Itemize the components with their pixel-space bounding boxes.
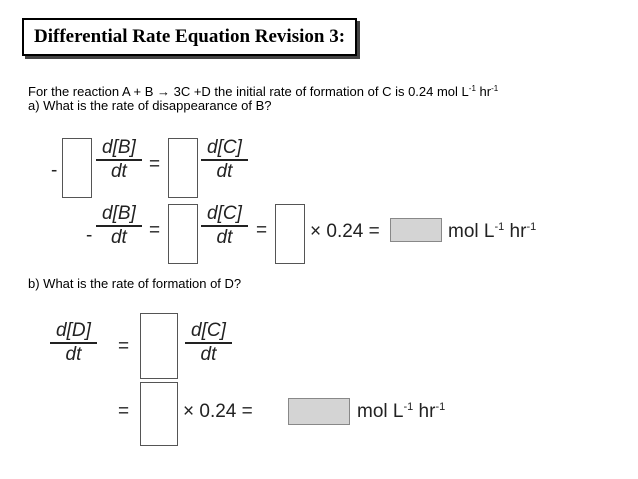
title-box: [22, 18, 357, 56]
fraction-dc-dt-a1: [201, 137, 248, 183]
intro-exp1: -1: [468, 84, 476, 93]
numerator-dd: d[D]: [56, 320, 91, 341]
unit-hr: hr: [504, 221, 527, 242]
answer-box-a2[interactable]: [168, 138, 198, 198]
equals-sign-a3: =: [256, 220, 268, 241]
answer-box-a1[interactable]: [62, 138, 92, 198]
times-rate-b: × 0.24 =: [183, 401, 253, 422]
answer-box-a4[interactable]: [275, 204, 305, 264]
answer-box-b2[interactable]: [140, 382, 178, 446]
intro-hr: hr: [475, 84, 492, 99]
fraction-db-dt-a1: [96, 137, 142, 183]
page-title: Differential Rate Equation Revision 3:: [34, 26, 346, 47]
denominator-dt: dt: [216, 227, 233, 248]
unit-mol-l: mol L: [448, 221, 495, 242]
numerator-dc: d[C]: [207, 203, 242, 224]
answer-box-b1[interactable]: [140, 313, 178, 379]
equals-sign-a2: =: [149, 220, 161, 241]
denominator-dt: dt: [65, 344, 82, 365]
result-box-b[interactable]: [288, 398, 350, 425]
denominator-dt: dt: [216, 161, 233, 182]
numerator-db: d[B]: [102, 203, 136, 224]
unit-exp2: -1: [526, 221, 537, 233]
fraction-dc-dt-a2: [201, 203, 248, 249]
numerator-db: d[B]: [102, 137, 136, 158]
result-box-a[interactable]: [390, 218, 442, 242]
unit-mol-l: mol L: [357, 401, 404, 422]
unit-b: [357, 401, 445, 423]
intro-main: For the reaction A + B → 3C +D the initial rate of formation of C is 0.24 mol L: [28, 84, 469, 99]
unit-exp2: -1: [435, 401, 446, 413]
times-rate-a: × 0.24 =: [310, 221, 380, 242]
question-b: b) What is the rate of formation of D?: [28, 276, 242, 291]
minus-sign-a2: -: [86, 225, 93, 246]
answer-box-a3[interactable]: [168, 204, 198, 264]
unit-hr: hr: [413, 401, 436, 422]
unit-exp1: -1: [494, 221, 505, 233]
numerator-dc: d[C]: [191, 320, 226, 341]
denominator-dt: dt: [110, 227, 127, 248]
numerator-dc: d[C]: [207, 137, 242, 158]
equals-sign-a1: =: [149, 154, 161, 175]
fraction-db-dt-a2: [96, 203, 142, 249]
unit-a: [448, 221, 536, 243]
intro-exp2: -1: [491, 84, 499, 93]
fraction-dd-dt-b: [50, 320, 97, 366]
equals-sign-b2: =: [118, 401, 130, 422]
unit-exp1: -1: [403, 401, 414, 413]
denominator-dt: dt: [200, 344, 217, 365]
question-a: a) What is the rate of disappearance of B?: [28, 98, 272, 113]
fraction-dc-dt-b: [185, 320, 232, 366]
minus-sign-a1: -: [51, 160, 58, 181]
equals-sign-b1: =: [118, 336, 130, 357]
denominator-dt: dt: [110, 161, 127, 182]
